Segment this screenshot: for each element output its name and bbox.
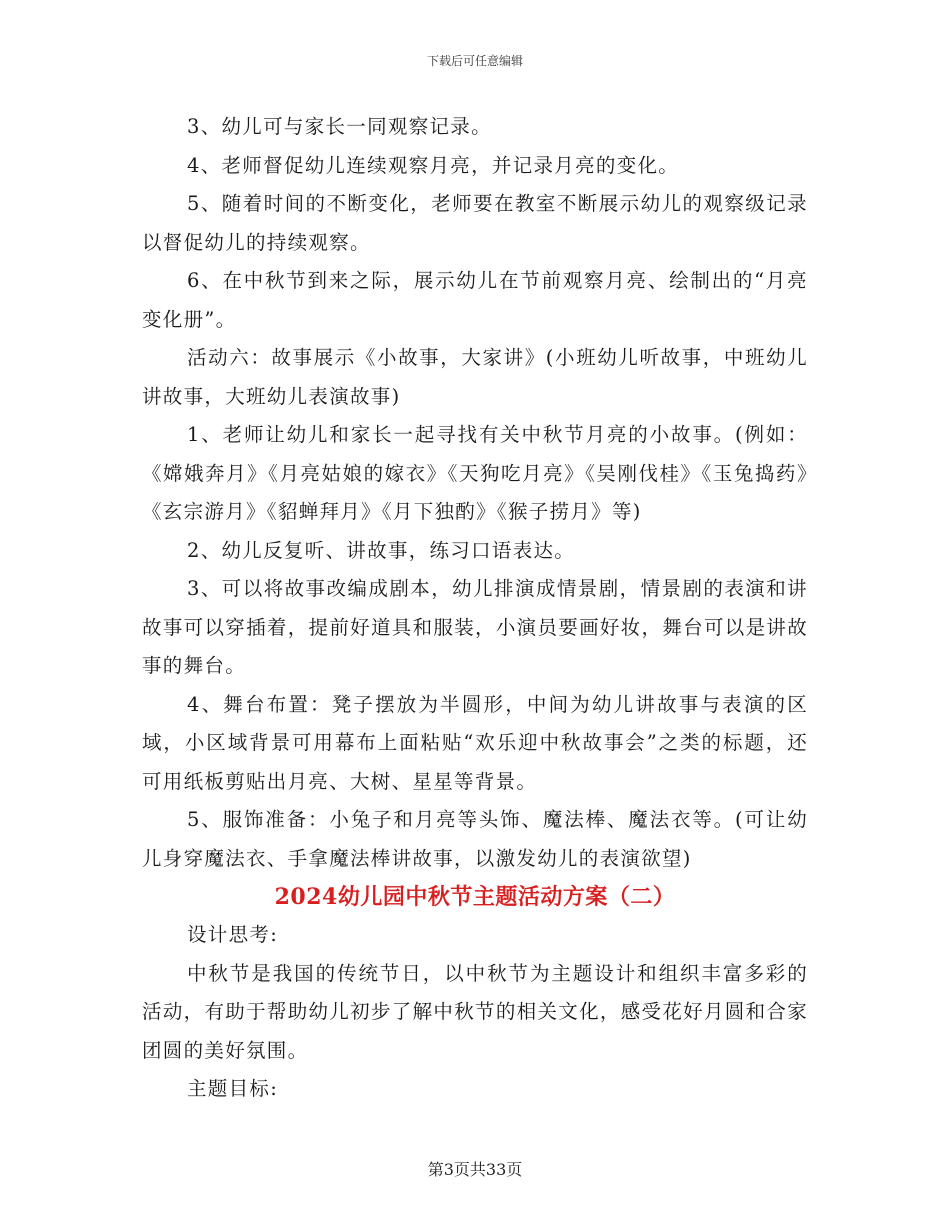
paragraph: 活动六：故事展示《小故事，大家讲》(小班幼儿听故事，中班幼儿讲故事，大班幼儿表演故事) <box>142 346 808 408</box>
paragraph: 4、老师督促幼儿连续观察月亮，并记录月亮的变化。 <box>187 153 680 177</box>
paragraph: 设计思考: <box>187 923 279 946</box>
paragraph: 中秋节是我国的传统节日，以中秋节为主题设计和组织丰富多彩的活动，有助于帮助幼儿初步了解中秋节的相关文化，感受花好月圆和合家团圆的美好氛围。 <box>142 961 808 1062</box>
document-body <box>142 108 808 1109</box>
paragraph: 2、幼儿反复听、讲故事，练习口语表达。 <box>187 538 576 562</box>
paragraph: 6、在中秋节到来之际，展示幼儿在节前观察月亮、绘制出的“月亮变化册”。 <box>142 269 808 331</box>
paragraph: 3、幼儿可与家长一同观察记录。 <box>187 115 492 138</box>
paragraph: 3、可以将故事改编成剧本，幼儿排演成情景剧，情景剧的表演和讲故事可以穿插着，提前好道具和服装，小演员要画好妆，舞台可以是讲故事的舞台。 <box>142 577 808 677</box>
paragraph: 1、老师让幼儿和家长一起寻找有关中秋节月亮的小故事。(例如：《嫦娥奔月》《月亮姑娘的嫁衣》《天狗吃月亮》《吴刚伐桂》《玉兔捣药》《玄宗游月》《貂蝉拜月》《月下独酌》《猴子捞月》等) <box>142 423 808 523</box>
paragraph: 5、服饰准备：小兔子和月亮等头饰、魔法棒、魔法衣等。(可让幼儿身穿魔法衣、手拿魔法棒讲故事，以激发幼儿的表演欲望) <box>142 808 808 870</box>
paragraph: 4、舞台布置：凳子摆放为半圆形，中间为幼儿讲故事与表演的区域，小区域背景可用幕布上面粘贴“欢乐迎中秋故事会”之类的标题，还可用纸板剪贴出月亮、大树、星星等背景。 <box>142 692 808 793</box>
section-title: 2024幼儿园中秋节主题活动方案（二） <box>274 884 676 910</box>
page-number: 第3页共33页 <box>427 1160 523 1179</box>
paragraph: 5、随着时间的不断变化，老师要在教室不断展示幼儿的观察级记录以督促幼儿的持续观察。 <box>142 192 808 254</box>
page-header: 下载后可任意编辑 <box>426 54 523 68</box>
paragraph: 主题目标: <box>187 1077 279 1100</box>
